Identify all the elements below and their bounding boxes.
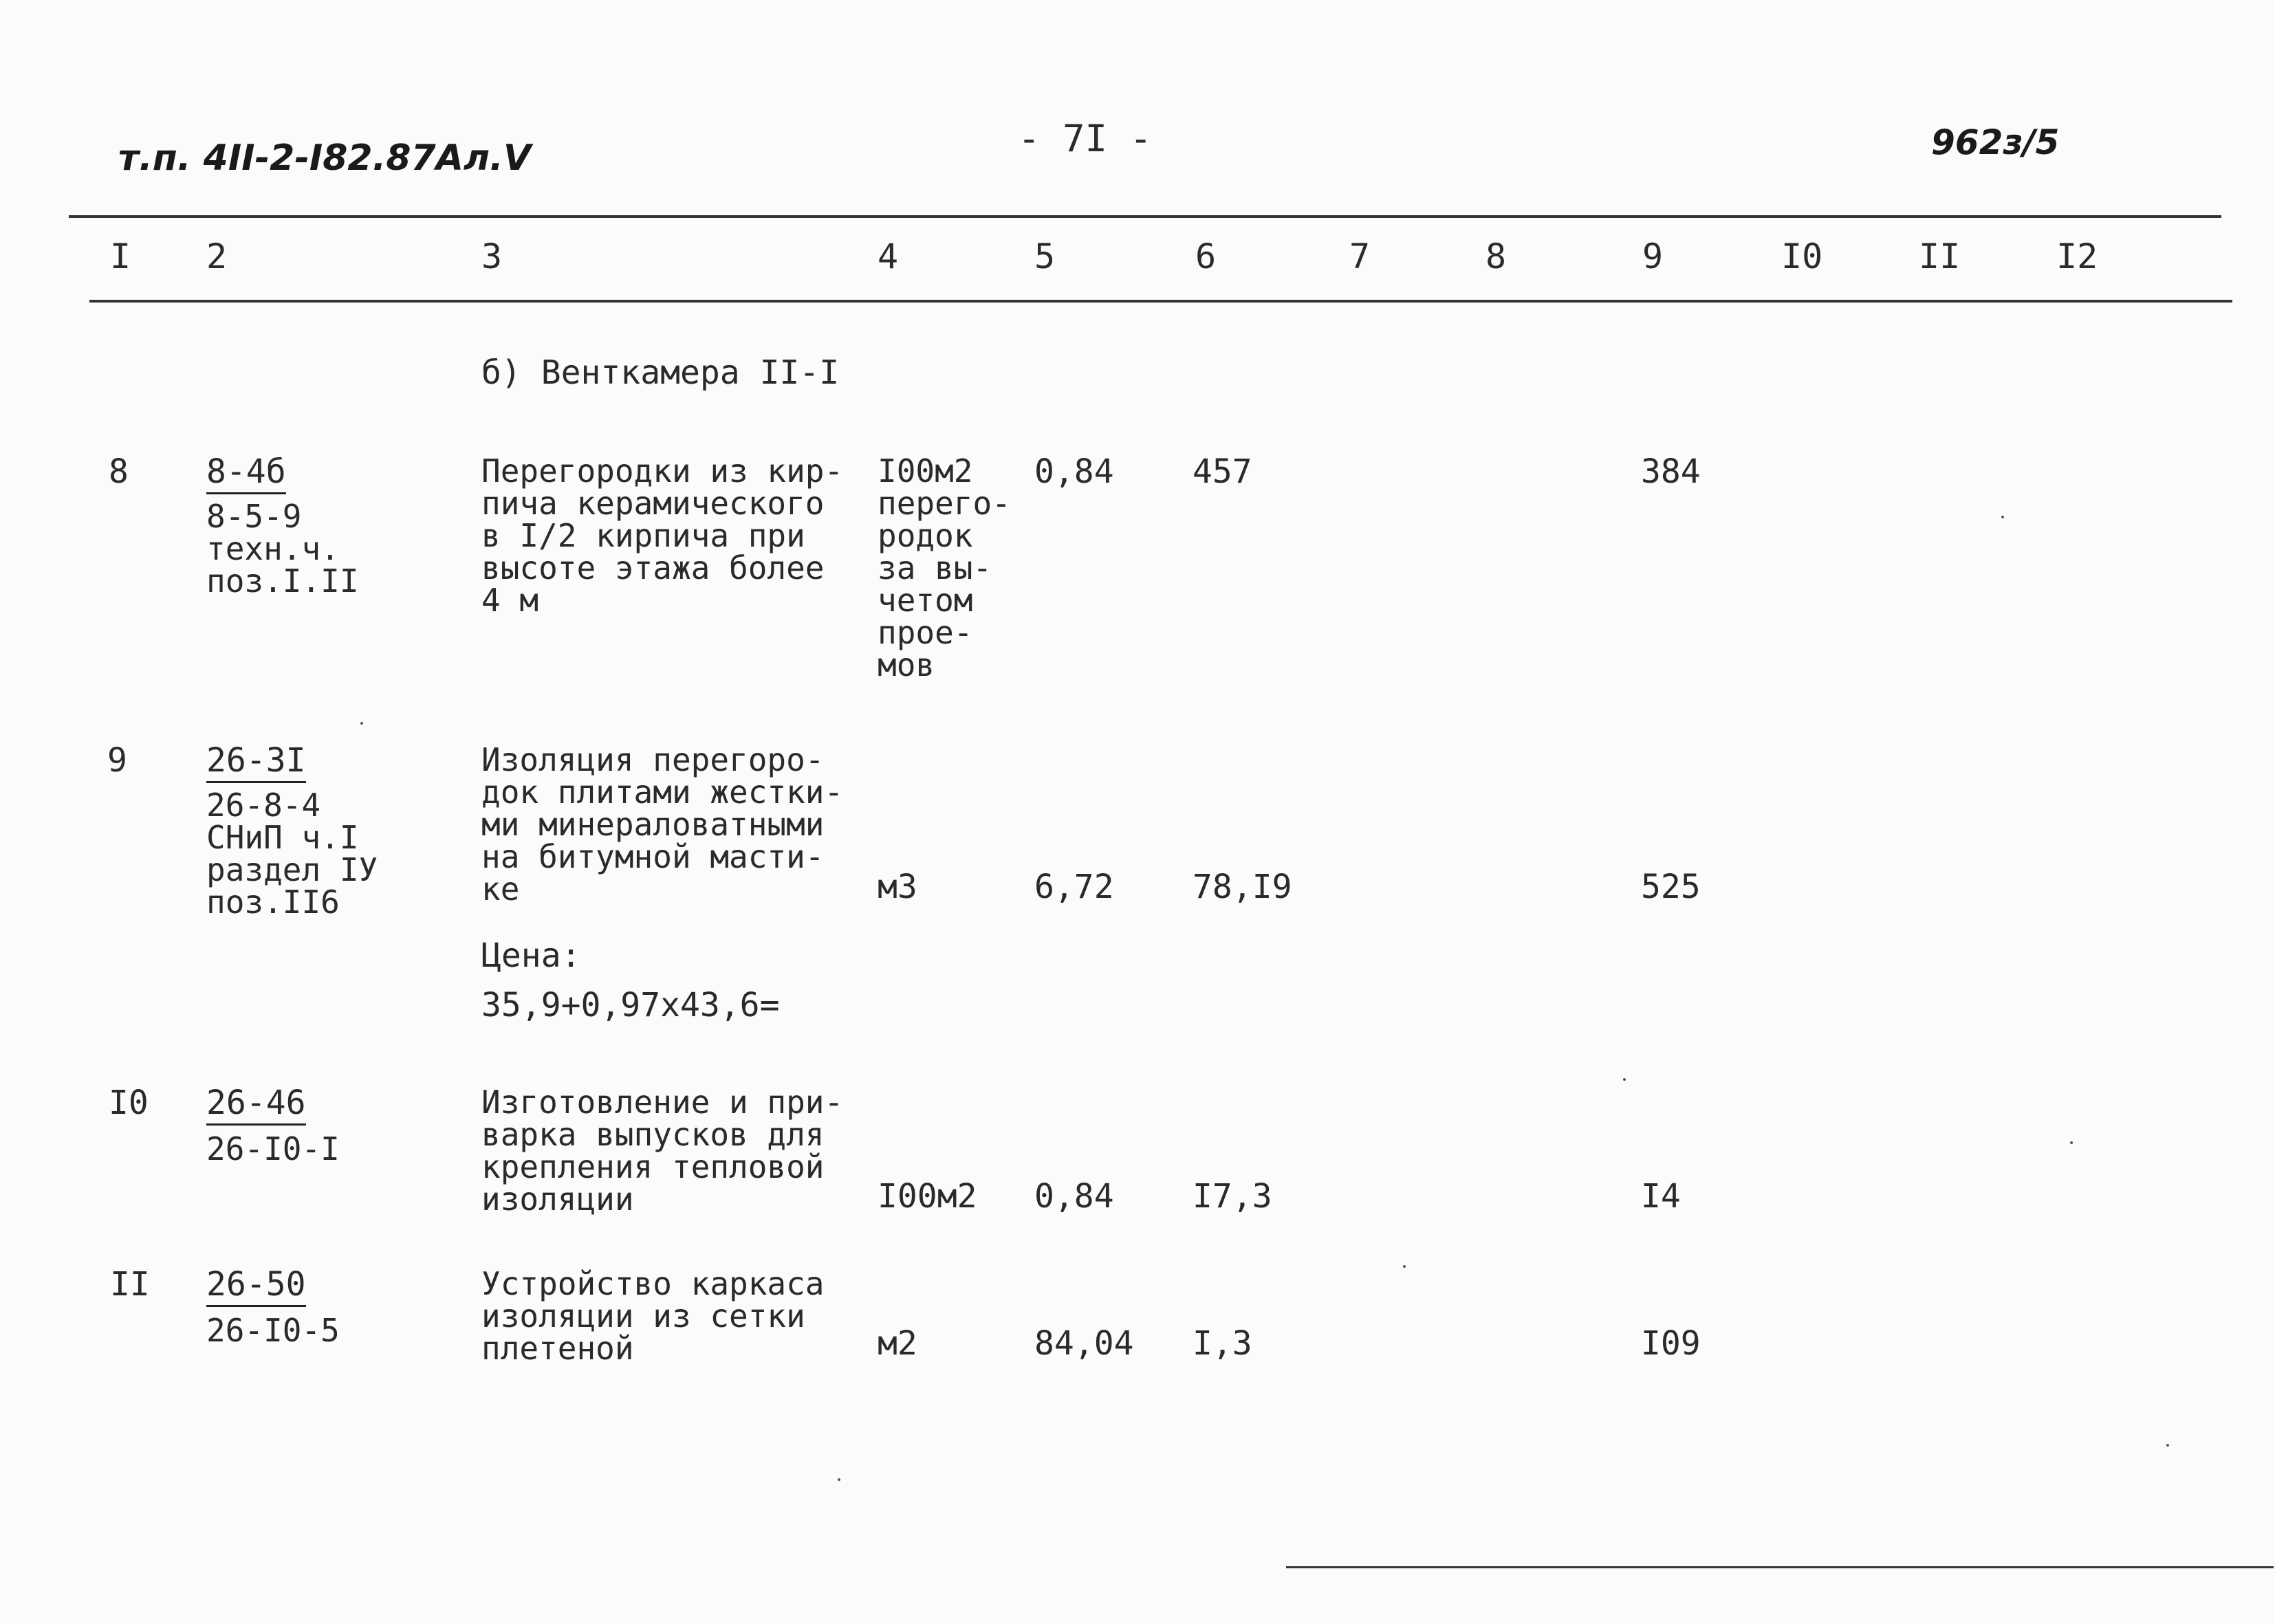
unit: м3 — [878, 868, 917, 906]
scan-speck — [2001, 516, 2004, 518]
rate-reference-line: раздел IУ — [206, 851, 378, 888]
description-line: высоте этажа более — [481, 549, 825, 586]
description-line: крепления тепловой — [481, 1148, 825, 1185]
section-title: б) Венткамера II-I — [481, 353, 840, 392]
col-header-11: II — [1919, 237, 1961, 276]
rate-reference-line: СНиП ч.I — [206, 819, 359, 856]
work-description — [481, 1265, 825, 1367]
col-header-6: 6 — [1195, 237, 1217, 276]
quantity: 84,04 — [1034, 1324, 1134, 1363]
rate-reference-line: 26-I0-I — [206, 1130, 340, 1167]
total-cost: I4 — [1641, 1177, 1681, 1216]
total-cost: 384 — [1641, 452, 1701, 491]
unit-line: четом — [878, 582, 973, 619]
scan-speck — [2070, 1141, 2073, 1144]
col-header-10: I0 — [1781, 237, 1823, 276]
description-line: ке — [481, 870, 520, 908]
unit-cost: 78,I9 — [1193, 868, 1292, 906]
col-header-7: 7 — [1349, 237, 1371, 276]
rate-code-main: 26-3I — [206, 741, 306, 783]
unit-line: за вы- — [878, 549, 992, 586]
description-line: в I/2 кирпича при — [481, 517, 805, 554]
col-header-8: 8 — [1485, 237, 1507, 276]
row-number: I0 — [109, 1084, 149, 1122]
rate-reference-line: 8-5-9 — [206, 498, 302, 535]
rate-reference — [206, 498, 359, 600]
unit-line: I00м2 — [878, 452, 973, 490]
work-description — [481, 452, 844, 619]
scan-speck — [1403, 1265, 1406, 1268]
scan-speck — [1623, 1078, 1626, 1081]
unit-line: мов — [878, 646, 935, 683]
row-number: 9 — [107, 741, 127, 780]
rate-code-main: 8-4б — [206, 452, 286, 494]
row-number: 8 — [109, 452, 129, 491]
description-line: Изготовление и при- — [481, 1084, 844, 1121]
rate-code — [206, 452, 286, 491]
quantity: 6,72 — [1034, 868, 1114, 906]
description-line: Устройство каркаса — [481, 1265, 825, 1302]
col-header-9: 9 — [1642, 237, 1664, 276]
total-cost: I09 — [1641, 1324, 1701, 1363]
description-line: док плитами жестки- — [481, 773, 844, 811]
rate-code-main: 26-46 — [206, 1084, 306, 1126]
rate-reference — [206, 1130, 340, 1167]
rate-code — [206, 1084, 306, 1122]
work-description — [481, 741, 844, 908]
bottom-rule — [1286, 1566, 2274, 1568]
sheet-code: 962з/5 — [1931, 122, 2060, 162]
unit-line: перего- — [878, 485, 1011, 522]
quantity: 0,84 — [1034, 1177, 1114, 1216]
unit-cost: 457 — [1193, 452, 1252, 491]
page-number: - 7I - — [1018, 117, 1153, 160]
description-line: плетеной — [481, 1330, 634, 1367]
description-line: 4 м — [481, 582, 539, 619]
col-header-4: 4 — [878, 237, 899, 276]
rate-reference-line: 26-I0-5 — [206, 1312, 340, 1349]
description-line: Изоляция перегоро- — [481, 741, 825, 778]
scan-speck — [360, 722, 363, 725]
scan-speck — [2166, 1444, 2169, 1447]
rate-code — [206, 1265, 306, 1304]
unit — [878, 452, 1011, 683]
header-bottom-rule — [89, 300, 2232, 303]
rate-code-main: 26-50 — [206, 1265, 306, 1307]
price-label: Цена: — [481, 936, 581, 975]
scan-speck — [838, 1478, 840, 1481]
col-header-3: 3 — [481, 237, 503, 276]
rate-code — [206, 741, 306, 780]
description-line: на битумной масти- — [481, 838, 825, 875]
description-line: изоляции из сетки — [481, 1297, 805, 1335]
description-line: пича керамического — [481, 485, 825, 522]
total-cost: 525 — [1641, 868, 1701, 906]
description-line: ми минераловатными — [481, 806, 825, 843]
col-header-1: I — [110, 237, 131, 276]
unit: м2 — [878, 1324, 917, 1363]
rate-reference — [206, 1312, 340, 1349]
rate-reference-line: поз.I.II — [206, 562, 359, 600]
work-description — [481, 1086, 843, 1216]
col-header-5: 5 — [1034, 237, 1056, 276]
description-line: изоляции — [481, 1181, 634, 1218]
col-header-2: 2 — [206, 237, 228, 276]
unit-line: родок — [878, 517, 973, 554]
row-number: II — [110, 1265, 150, 1304]
price-formula: 35,9+0,97х43,6= — [481, 986, 780, 1024]
rate-reference-line: техн.ч. — [206, 530, 340, 567]
header-top-rule — [69, 215, 2221, 218]
rate-reference — [206, 789, 378, 919]
quantity: 0,84 — [1034, 452, 1114, 491]
rate-reference-line: поз.II6 — [206, 884, 340, 921]
col-header-12: I2 — [2056, 237, 2098, 276]
document-code: т.п. 4II-2-I82.87Ал.V — [118, 138, 532, 179]
unit-line: прое- — [878, 614, 973, 651]
unit: I00м2 — [878, 1177, 977, 1216]
rate-reference-line: 26-8-4 — [206, 787, 321, 824]
description-line: Перегородки из кир- — [481, 452, 844, 490]
description-line: варка выпусков для — [481, 1116, 825, 1153]
unit-cost: I7,3 — [1193, 1177, 1272, 1216]
unit-cost: I,3 — [1193, 1324, 1252, 1363]
